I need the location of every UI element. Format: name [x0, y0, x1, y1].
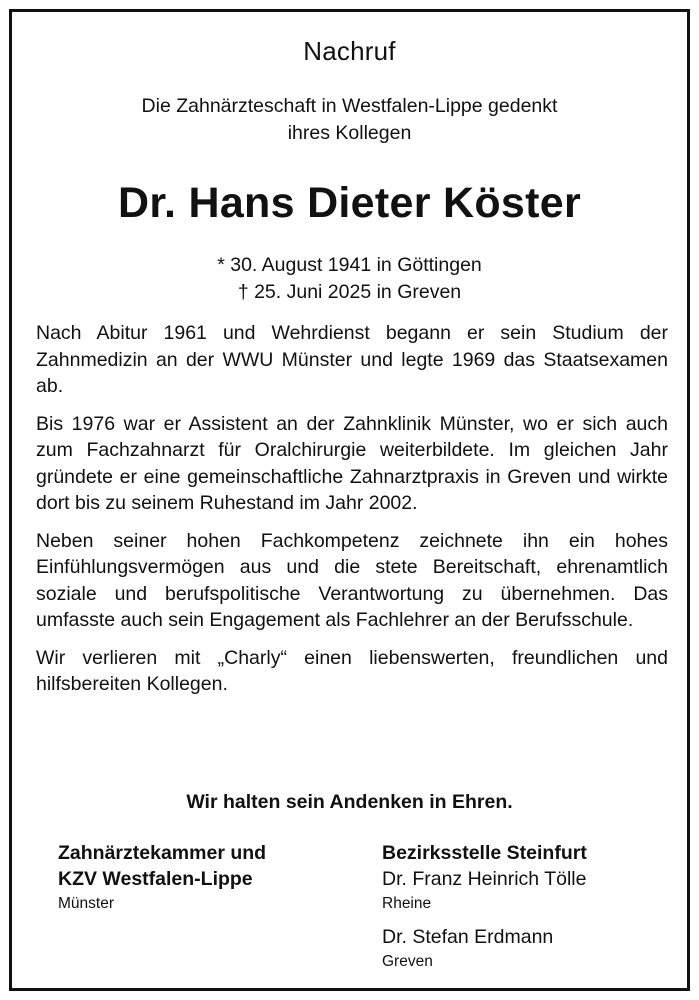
- signature-person-1: Dr. Franz Heinrich Tölle: [382, 868, 587, 890]
- signature-person-2-place: Greven: [382, 953, 433, 970]
- signature-person-1-place: Rheine: [382, 895, 432, 912]
- paragraph-career: Bis 1976 war er Assistent an der Zahnklinik Münster, wo er sich auch zum Fachzahnarzt für Oralchirurgie weiterbildete. Im gleichen Jahr gründete er eine gemeinschaftliche Zahnarztpraxis in Greven und wirkte dort bis zu seinem Ruhestand im Jahr 2002.: [36, 412, 668, 514]
- obituary-frame: [9, 9, 690, 991]
- life-dates: [12, 252, 687, 306]
- intro-line-2: ihres Kollegen: [287, 122, 412, 144]
- signature-person-2: Dr. Stefan Erdmann: [382, 926, 554, 948]
- deceased-name: Dr. Hans Dieter Köster: [117, 179, 582, 227]
- signature-org: Bezirksstelle Steinfurt: [382, 842, 587, 864]
- intro-line-1: Die Zahnärzteschaft in Westfalen-Lippe gedenkt: [141, 95, 558, 117]
- paragraph-education: Nach Abitur 1961 und Wehrdienst begann er sein Studium der Zahnmedizin an der WWU Münster und legte 1969 das Staatsexamen ab.: [36, 322, 668, 397]
- signature-place: Münster: [58, 895, 114, 912]
- paragraph-farewell: Wir verlieren mit „Charly“ einen liebenswerten, freundlichen und hilfsbereiten Kollegen.: [36, 646, 668, 695]
- obituary-heading: Nachruf: [303, 36, 396, 66]
- birth-date: * 30. August 1941 in Göttingen: [217, 254, 482, 276]
- obituary-body: [36, 320, 668, 698]
- signature-right: [382, 840, 682, 982]
- paragraph-engagement: Neben seiner hohen Fachkompetenz zeichnete ihn ein hohes Einfühlungsvermögen aus und die stete Bereitschaft, ehrenamtlich soziale und berufspolitische Verantwortung zu übernehmen. Das umfasste auch sein Engagement als Fachlehrer an der Berufsschule.: [36, 529, 668, 631]
- death-date: † 25. Juni 2025 in Greven: [237, 281, 462, 303]
- signature-org-line-2: KZV Westfalen-Lippe: [58, 868, 253, 890]
- intro-text: [12, 93, 687, 147]
- signature-org-line-1: Zahnärztekammer und: [58, 842, 267, 864]
- signature-left: [58, 840, 358, 924]
- closing-line: Wir halten sein Andenken in Ehren.: [186, 791, 513, 813]
